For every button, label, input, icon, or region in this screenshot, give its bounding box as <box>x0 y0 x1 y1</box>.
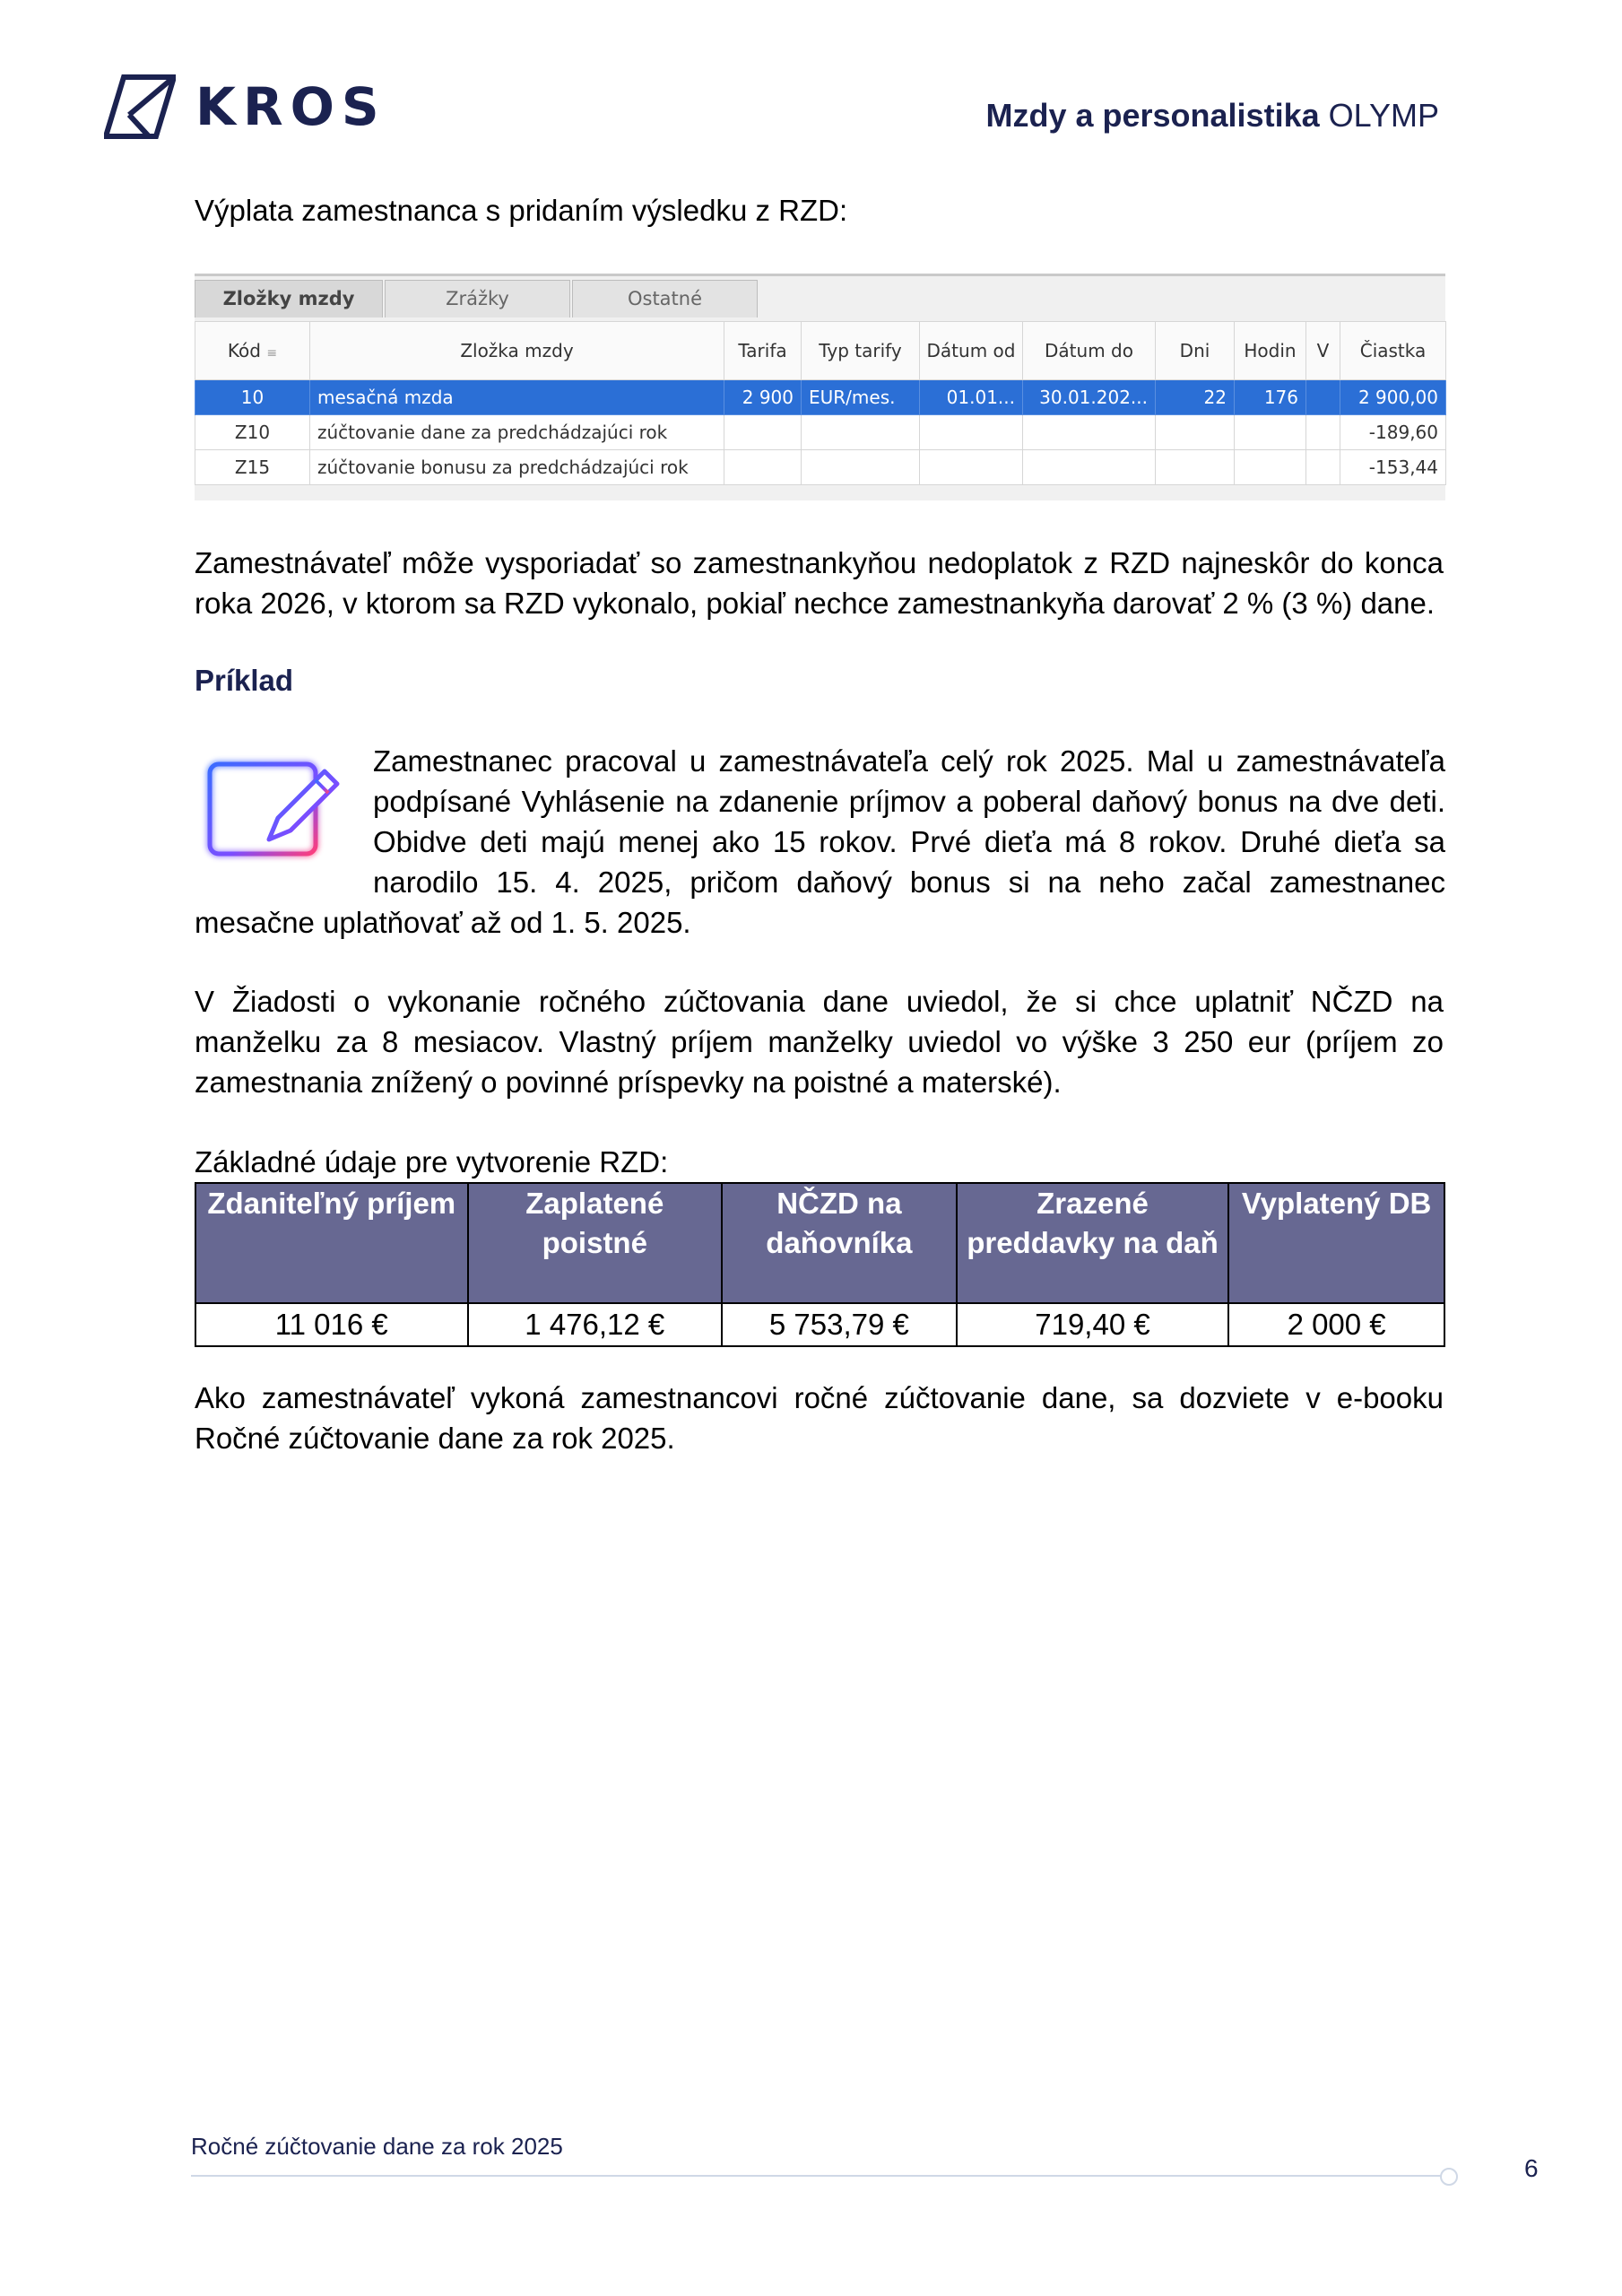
payroll-tabs <box>195 280 759 317</box>
paragraph-ebook: Ako zamestnávateľ vykoná zamestnancovi ročné zúčtovanie dane, sa dozviete v e-booku Ročné zúčtovanie dane za rok 2025. <box>195 1381 1444 1455</box>
rzd-value-cell: 5 753,79 € <box>722 1303 957 1346</box>
rzd-data-table <box>195 1182 1445 1347</box>
header-title-bold: Mzdy a personalistika <box>985 97 1320 134</box>
cell-kod: Z15 <box>195 450 310 485</box>
tab-zrazky[interactable]: Zrážky <box>385 280 570 317</box>
cell-v <box>1306 450 1340 485</box>
grid-header-row <box>195 322 1446 380</box>
cell-tarifa <box>724 450 802 485</box>
rzd-value-cell: 719,40 € <box>957 1303 1229 1346</box>
table-row[interactable] <box>195 380 1446 415</box>
edit-document-icon <box>199 752 343 866</box>
cell-tarifa <box>724 415 802 450</box>
cell-datum-do: 30.01.202... <box>1023 380 1156 415</box>
footer-title: Ročné zúčtovanie dane za rok 2025 <box>191 2133 563 2160</box>
cell-kod: Z10 <box>195 415 310 450</box>
paragraph-nedoplatok: Zamestnávateľ môže vysporiadať so zamestnankyňou nedoplatok z RZD najneskôr do konca roka 2026, v ktorom sa RZD vykonalo, pokiaľ nechce zamestnankyňa darovať 2 % (3 %) dane. <box>195 546 1444 620</box>
cell-datum-od: 01.01... <box>920 380 1023 415</box>
rzd-header-row <box>195 1183 1444 1303</box>
cell-dni: 22 <box>1156 380 1235 415</box>
cell-hodin: 176 <box>1235 380 1306 415</box>
col-kod[interactable] <box>195 322 310 380</box>
cell-zlozka: mesačná mzda <box>310 380 724 415</box>
col-v[interactable]: V <box>1306 322 1340 380</box>
col-typ-tarify[interactable]: Typ tarify <box>802 322 920 380</box>
tab-zlozky-mzdy[interactable]: Zložky mzdy <box>195 280 383 317</box>
example-line-3: Obidve deti majú menej ako 15 rokov. Prvé dieťa má 8 rokov. Druhé dieťa sa <box>373 825 1445 858</box>
paragraph-ziadost: V Žiadosti o vykonanie ročného zúčtovania dane uviedol, že si chce uplatniť NČZD na manželku za 8 mesiacov. Vlastný príjem manželky uviedol vo výške 3 250 eur (príjem zo zamestnania znížený o povinné príspevky na poistné a materské). <box>195 985 1444 1099</box>
header-title-rest: OLYMP <box>1319 97 1439 134</box>
rzd-header-cell: Zrazené preddavky na daň <box>957 1183 1229 1303</box>
cell-datum-od <box>920 415 1023 450</box>
col-datum-od[interactable]: Dátum od <box>920 322 1023 380</box>
col-zlozka[interactable]: Zložka mzdy <box>310 322 724 380</box>
col-kod-label: Kód <box>227 340 261 361</box>
intro-text: Výplata zamestnanca s pridaním výsledku z RZD: <box>195 194 848 227</box>
rzd-value-cell: 11 016 € <box>195 1303 468 1346</box>
cell-ciastka: 2 900,00 <box>1340 380 1446 415</box>
section-heading-priklad: Príklad <box>195 664 294 697</box>
table-row[interactable] <box>195 415 1446 450</box>
table-caption: Základné údaje pre vytvorenie RZD: <box>195 1145 669 1178</box>
cell-v <box>1306 380 1340 415</box>
logo-text: KROS <box>195 76 386 137</box>
rzd-value-cell: 2 000 € <box>1228 1303 1444 1346</box>
cell-tarifa: 2 900 <box>724 380 802 415</box>
cell-typ <box>802 450 920 485</box>
col-ciastka[interactable]: Čiastka <box>1340 322 1446 380</box>
col-datum-do[interactable]: Dátum do <box>1023 322 1156 380</box>
cell-dni <box>1156 450 1235 485</box>
example-line-5: mesačne uplatňovať až od 1. 5. 2025. <box>195 906 691 939</box>
rzd-value-cell: 1 476,12 € <box>468 1303 723 1346</box>
payroll-grid <box>195 321 1446 485</box>
kros-logo-icon <box>104 74 176 140</box>
cell-hodin <box>1235 450 1306 485</box>
cell-dni <box>1156 415 1235 450</box>
table-row[interactable] <box>195 450 1446 485</box>
col-hodin[interactable]: Hodin <box>1235 322 1306 380</box>
cell-typ <box>802 415 920 450</box>
page-number: 6 <box>1524 2154 1539 2182</box>
document-header-title <box>985 97 1439 135</box>
cell-datum-do <box>1023 450 1156 485</box>
rzd-header-cell: Zaplatené poistné <box>468 1183 723 1303</box>
footer-divider <box>191 2175 1446 2177</box>
cell-zlozka: zúčtovanie dane za predchádzajúci rok <box>310 415 724 450</box>
rzd-header-cell: Vyplatený DB <box>1228 1183 1444 1303</box>
cell-ciastka: -153,44 <box>1340 450 1446 485</box>
cell-v <box>1306 415 1340 450</box>
cell-typ: EUR/mes. <box>802 380 920 415</box>
payroll-screenshot <box>195 274 1445 500</box>
example-line-4: narodilo 15. 4. 2025, pričom daňový bonus si na neho začal zamestnanec <box>373 865 1445 899</box>
example-line-2: podpísané Vyhlásenie na zdanenie príjmov a poberal daňový bonus na dve deti. <box>373 785 1445 818</box>
kros-logo <box>104 74 386 140</box>
cell-ciastka: -189,60 <box>1340 415 1446 450</box>
cell-datum-do <box>1023 415 1156 450</box>
col-dni[interactable]: Dni <box>1156 322 1235 380</box>
sort-icon: ≡ <box>266 346 278 361</box>
rzd-header-cell: NČZD na daňovníka <box>722 1183 957 1303</box>
cell-hodin <box>1235 415 1306 450</box>
table-row <box>195 1303 1444 1346</box>
footer-circle-icon <box>1440 2168 1458 2186</box>
cell-kod: 10 <box>195 380 310 415</box>
cell-datum-od <box>920 450 1023 485</box>
col-tarifa[interactable]: Tarifa <box>724 322 802 380</box>
tab-ostatne[interactable]: Ostatné <box>572 280 758 317</box>
example-line-1: Zamestnanec pracoval u zamestnávateľa celý rok 2025. Mal u zamestnávateľa <box>373 744 1445 778</box>
rzd-header-cell: Zdaniteľný príjem <box>195 1183 468 1303</box>
cell-zlozka: zúčtovanie bonusu za predchádzajúci rok <box>310 450 724 485</box>
